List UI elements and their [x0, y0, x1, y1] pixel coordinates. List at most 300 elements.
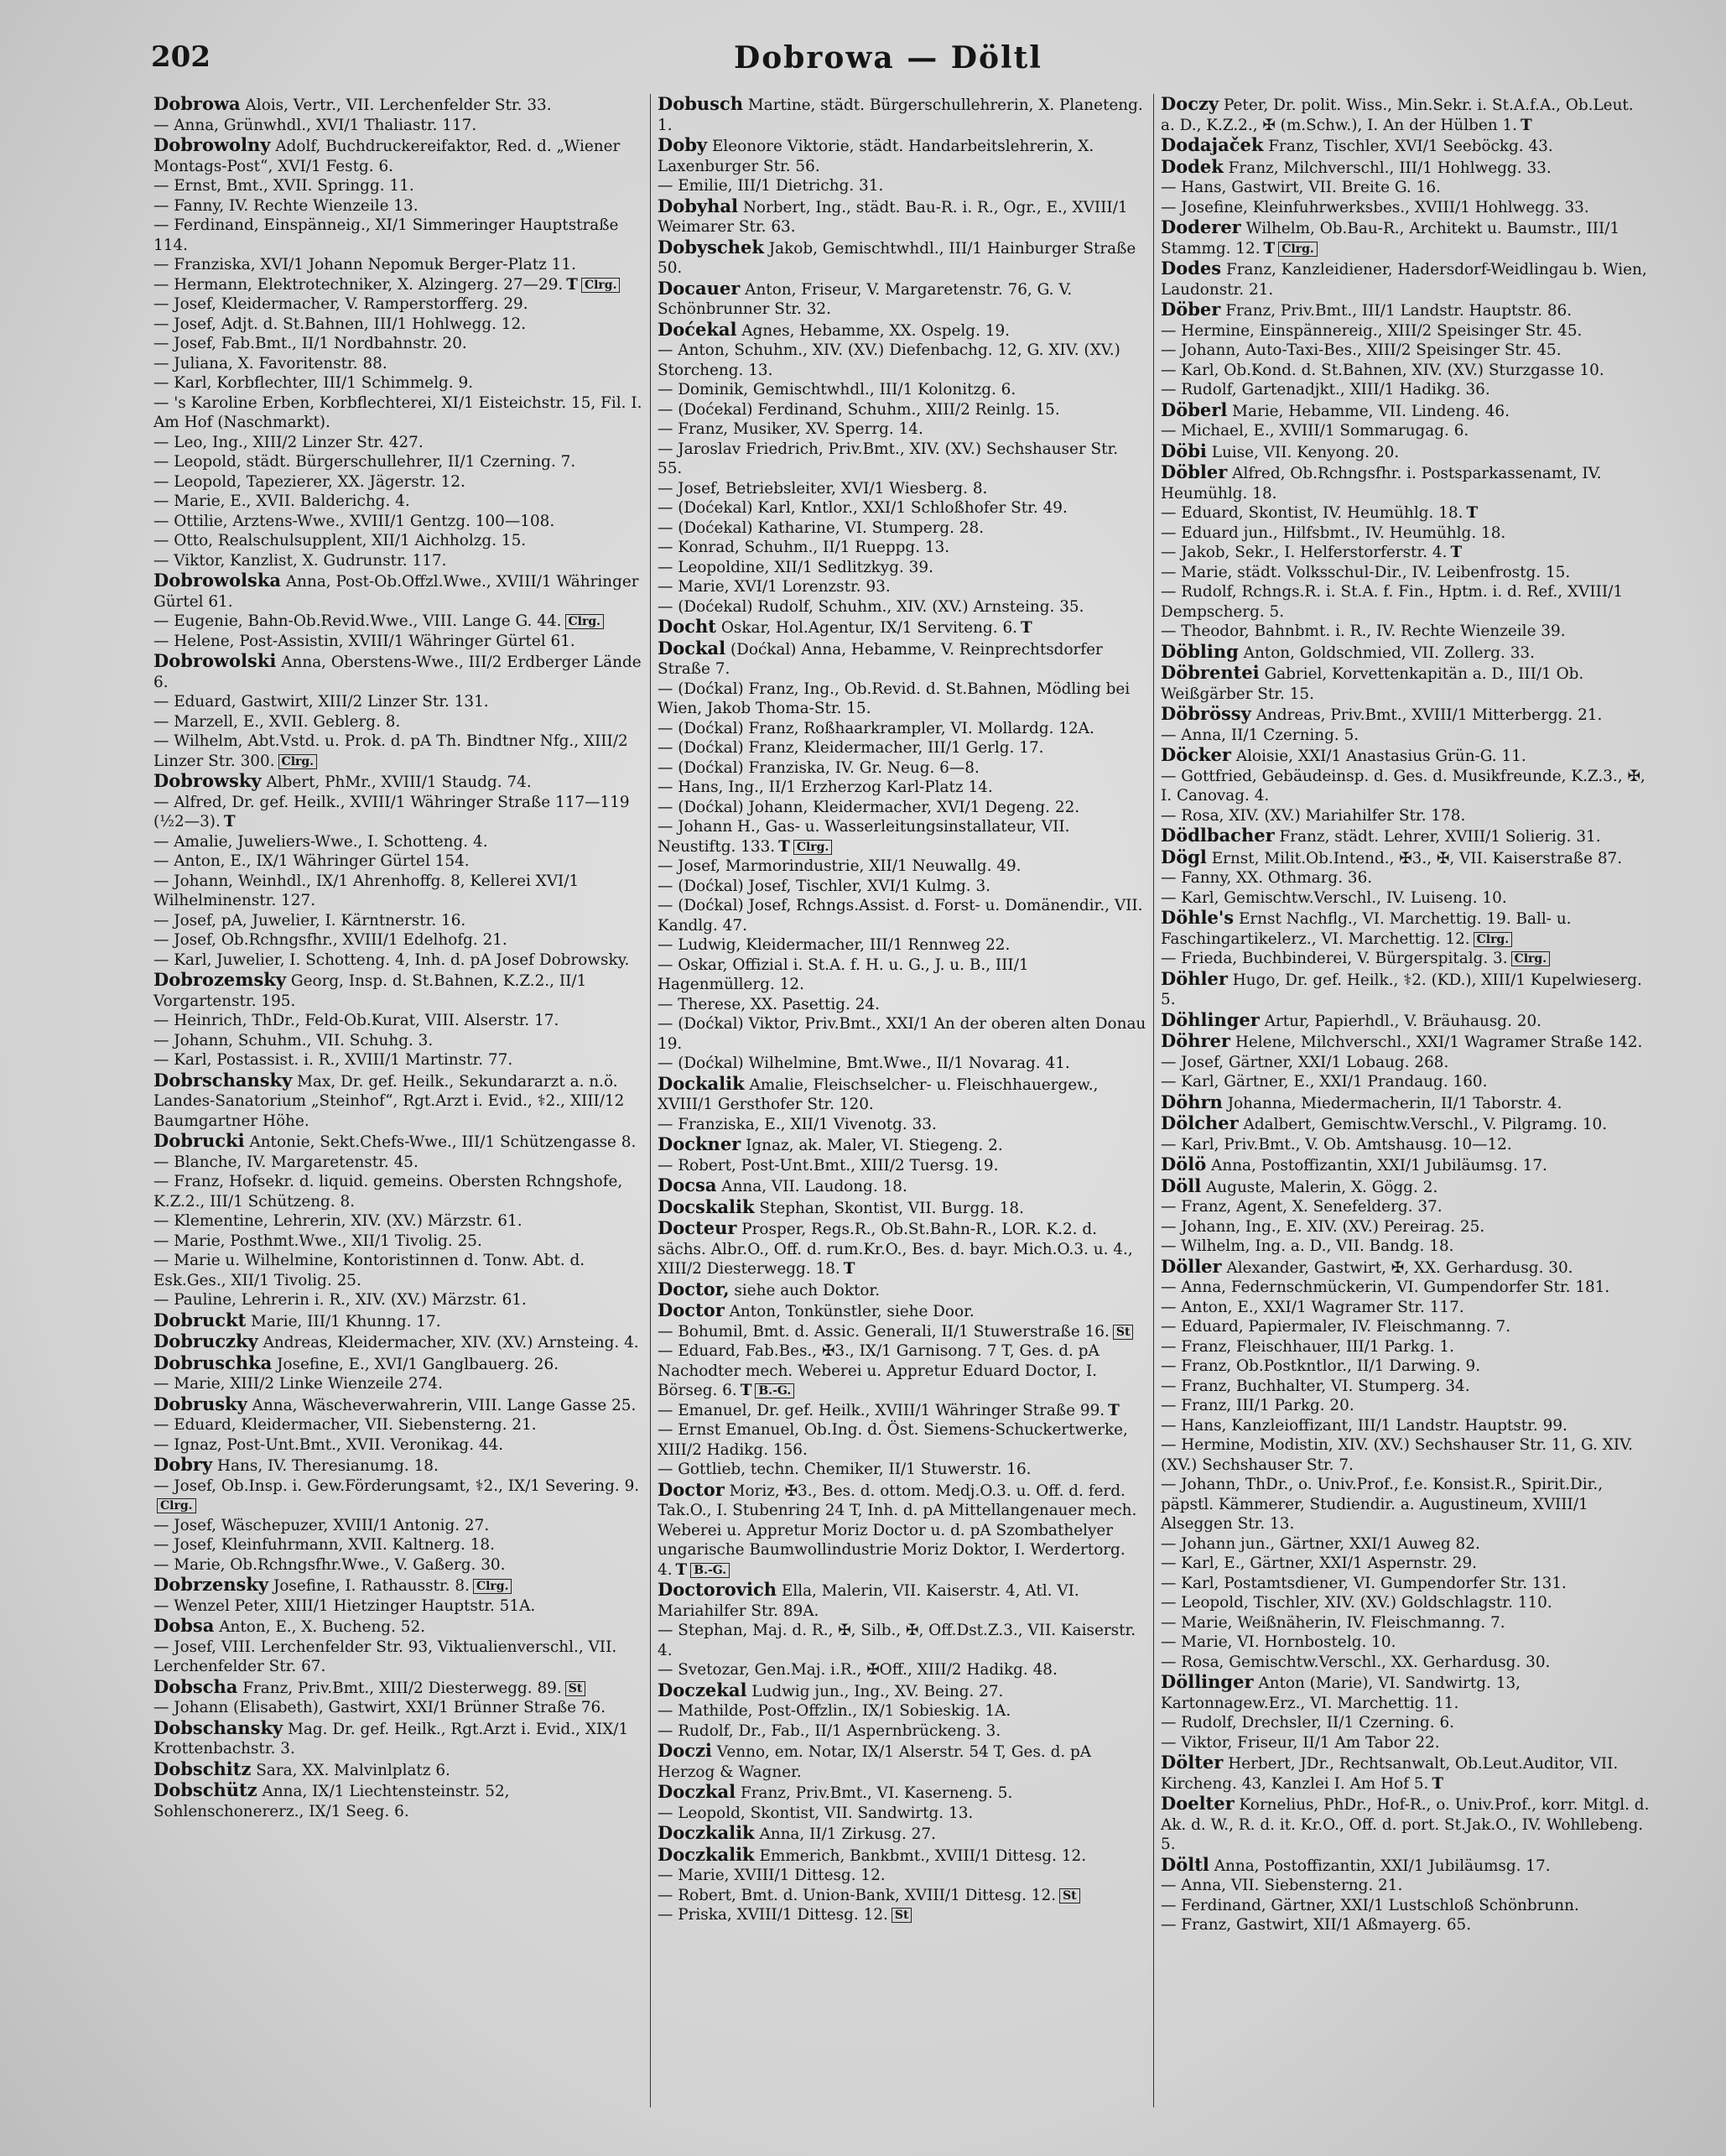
entry-surname: Doctor [658, 1299, 725, 1320]
entry-details: Antonie, Sekt.Chefs-Wwe., III/1 Schützengasse 8. [249, 1133, 637, 1151]
entry-details: Franz, Priv.Bmt., III/1 Landstr. Hauptstr. 86. [1225, 302, 1573, 320]
entry-details: — Priska, XVIII/1 Dittesg. 12. [658, 1906, 888, 1924]
entry-details: — Johann, Ing., E. XIV. (XV.) Pereirag. 25. [1161, 1217, 1485, 1236]
entry-details: — (Doćkal) Josef, Rchngs.Assist. d. Forst- u. Domänendir., VII. Kandlg. 47. [658, 897, 1143, 935]
directory-entry [1161, 1031, 1650, 1053]
entry-details: Anna, Oberstens-Wwe., III/2 Erdberger Lände 6. [153, 654, 642, 691]
entry-details: — Hans, Ing., II/1 Erzherzog Karl-Platz 14. [658, 779, 993, 796]
entry-details: Herbert, JDr., Rechtsanwalt, Ob.Leut.Auditor, VII. Kircheng. 43, Kanzlei I. Am Hof 5. [1161, 1755, 1619, 1793]
directory-entry [658, 135, 1146, 176]
entry-details: — Karl, Postassist. i. R., XVIII/1 Martinstr. 77. [153, 1051, 513, 1069]
directory-entry [153, 315, 643, 335]
directory-entry [658, 995, 1146, 1015]
entry-badge: Clrg. [793, 840, 833, 855]
entry-details: Andreas, Kleidermacher, XIV. (XV.) Arnsteing. 4. [263, 1334, 639, 1351]
directory-entry [1161, 258, 1650, 299]
entry-surname: Doczekal [658, 1679, 747, 1700]
telephone-mark: T [1021, 619, 1032, 637]
directory-entry [153, 1415, 643, 1435]
entry-details: — Hans, Kanzleioffizant, III/1 Landstr. Hauptstr. 99. [1161, 1416, 1567, 1435]
directory-entry [658, 538, 1146, 558]
entry-details: Emmerich, Bankbmt., XVIII/1 Dittesg. 12. [759, 1846, 1087, 1865]
entry-details: — Marie, XVI/1 Lorenzstr. 93. [658, 578, 891, 596]
entry-details: — Eduard, Skontist, IV. Heumühlg. 18. [1161, 504, 1463, 522]
entry-details: Franz, städt. Lehrer, XVIII/1 Solierig. 31. [1279, 828, 1601, 846]
entry-details: Anna, II/1 Zirkusg. 27. [759, 1825, 936, 1843]
entry-details: — Therese, XX. Pasettig. 24. [658, 995, 881, 1013]
directory-entry [153, 275, 643, 295]
entry-details: — Marie, städt. Volksschul-Dir., IV. Leibenfrostg. 15. [1161, 563, 1571, 581]
entry-details: — 's Karoline Erben, Korbflechterei, XI/1 Eisteichstr. 15, Fil. I. Am Hof (Naschmarkt). [153, 393, 642, 431]
entry-surname: Doctorovich [658, 1579, 777, 1600]
entry-details: Ernst, Milit.Ob.Intend., ✠3., ✠, VII. Kaiserstraße 87. [1211, 849, 1623, 867]
directory-entry [658, 479, 1146, 499]
directory-entry [1161, 1197, 1650, 1217]
directory-entry [153, 1718, 643, 1759]
entry-details: — Marie, Weißnäherin, IV. Fleischmanng. 7. [1161, 1613, 1505, 1632]
directory-entry [1161, 1876, 1650, 1896]
entry-surname: Doby [658, 134, 708, 155]
directory-entry [153, 651, 643, 692]
entry-surname: Docskalik [658, 1195, 755, 1217]
directory-entry [1161, 1396, 1650, 1416]
entry-badge: B.-G. [755, 1383, 794, 1398]
directory-entry [153, 632, 643, 652]
directory-entry [1161, 341, 1650, 361]
entry-details: — Eduard, Kleidermacher, VII. Siebensterng. 21. [153, 1416, 537, 1434]
directory-entry [658, 1115, 1146, 1135]
directory-entry [153, 1353, 643, 1375]
telephone-mark: T [223, 813, 236, 831]
entry-details: — Gottlieb, techn. Chemiker, II/1 Stuwerstr. 16. [658, 1461, 1032, 1478]
entry-details: Artur, Papierhdl., V. Bräuhausg. 20. [1264, 1012, 1542, 1030]
entry-details: — Josef, Kleidermacher, V. Ramperstorfferg. 29. [153, 295, 528, 313]
entry-details: — Konrad, Schuhm., II/1 Rueppg. 13. [658, 539, 950, 556]
directory-entry [658, 1300, 1146, 1322]
directory-entry [658, 1680, 1146, 1702]
telephone-mark: T [1466, 504, 1479, 522]
entry-details: — Blanche, IV. Margaretenstr. 45. [153, 1153, 419, 1171]
directory-entry [153, 793, 643, 832]
entry-details: — Gottfried, Gebäudeinsp. d. Ges. d. Musikfreunde, K.Z.3., ✠, I. Canovag. 4. [1161, 767, 1645, 805]
entry-details: — (Doćkal) Viktor, Priv.Bmt., XXI/1 An der oberen alten Donau 19. [658, 1015, 1146, 1053]
directory-entry [153, 950, 643, 971]
directory-entry [1161, 1593, 1650, 1613]
entry-details: — Josef, pA, Juwelier, I. Kärntnerstr. 16. [153, 911, 466, 930]
directory-entry [153, 531, 643, 551]
entry-surname: Döhrn [1161, 1091, 1223, 1112]
entry-surname: Dobry [153, 1454, 213, 1475]
entry-details: Mag. Dr. gef. Heilk., Rgt.Arzt i. Evid., XIX/1 Krottenbachstr. 3. [153, 1720, 629, 1758]
directory-entry [153, 1455, 643, 1476]
entry-details: Hans, IV. Theresianumg. 18. [217, 1457, 439, 1475]
entry-details: — Marzell, E., XVII. Geblerg. 8. [153, 712, 401, 731]
directory-entry [658, 1197, 1146, 1219]
directory-entry [658, 1660, 1146, 1680]
entry-details: — Emilie, III/1 Dietrichg. 31. [658, 177, 884, 195]
entry-details: Venno, em. Notar, IX/1 Alserstr. 54 T, Ges. d. pA Herzog & Wagner. [658, 1743, 1092, 1781]
entry-details: — (Doćkal) Franziska, IV. Gr. Neug. 6—8. [658, 758, 980, 777]
entry-details: — Leo, Ing., XIII/2 Linzer Str. 427. [153, 433, 424, 451]
entry-details: Anton, Friseur, V. Margaretenstr. 76, G. V. Schönbrunner Str. 32. [658, 280, 1073, 318]
directory-entry [1161, 1377, 1650, 1397]
entry-details: — Franz, Hofsekr. d. liquid. gemeins. Obersten Rchngshofe, K.Z.2., III/1 Schützeng. 8. [153, 1173, 623, 1211]
entry-details: — Josef, VIII. Lerchenfelder Str. 93, Viktualienverschl., VII. Lerchenfelder Str. 67. [153, 1638, 617, 1675]
entry-details: — Hans, Gastwirt, VII. Breite G. 16. [1161, 179, 1441, 196]
directory-entry [1161, 1357, 1650, 1377]
directory-entry [658, 94, 1146, 135]
entry-surname: Döll [1161, 1174, 1202, 1196]
entry-details: — Franz, Buchhalter, VI. Stumperg. 34. [1161, 1377, 1470, 1395]
directory-entry [1161, 1416, 1650, 1436]
entry-surname: Dobrowolski [153, 650, 277, 671]
entry-details: — Rudolf, Rchngs.R. i. St.A. f. Fin., Hptm. i. d. Ref., XVIII/1 Dempscherg. 5. [1161, 583, 1624, 621]
directory-entry [153, 1535, 643, 1555]
column-1 [147, 94, 650, 2107]
entry-badge: B.-G. [690, 1563, 730, 1578]
entry-details: Peter, Dr. polit. Wiss., Min.Sekr. i. St.A.f.A., Ob.Leut. a. D., K.Z.2., ✠ (m.Schw.), I. An der Hülben 1. [1161, 96, 1634, 134]
directory-entry [658, 320, 1146, 341]
directory-entry [658, 1460, 1146, 1480]
entry-badge: Clrg. [473, 1579, 512, 1594]
entry-surname: Doelter [1161, 1793, 1235, 1814]
entry-surname: Dölter [1161, 1752, 1224, 1773]
entry-details: — Marie, Posthmt.Wwe., XII/1 Tivolig. 25. [153, 1232, 482, 1250]
directory-entry [153, 373, 643, 393]
entry-surname: Dodajaček [1161, 134, 1264, 155]
entry-surname: Doctor, [658, 1278, 730, 1299]
directory-entry [658, 798, 1146, 818]
directory-entry [153, 1616, 643, 1638]
directory-entry [153, 1435, 643, 1456]
entry-details: — Franz, Fleischhauer, III/1 Parkg. 1. [1161, 1337, 1454, 1356]
entry-details: — Eduard, Gastwirt, XIII/2 Linzer Str. 131. [153, 693, 489, 711]
entry-details: — (Doćkal) Franz, Kleidermacher, III/1 Gerlg. 17. [658, 739, 1044, 757]
page-number: 202 [151, 40, 211, 74]
directory-entry [1161, 1554, 1650, 1574]
entry-surname: Doctor [658, 1478, 725, 1500]
entry-details: — Karl, Priv.Bmt., V. Ob. Amtshausg. 10—12. [1161, 1135, 1512, 1154]
entry-details: Kornelius, PhDr., Hof-R., o. Univ.Prof., korr. Mitgl. d. Ak. d. W., R. d. it. Kr.O., Off. d. port. St.Jak.O., IV. Wohllebeng. 5. [1161, 1796, 1650, 1853]
entry-details: — Rudolf, Gartenadjkt., XIII/1 Hadikg. 36. [1161, 381, 1490, 398]
entry-details: Martine, städt. Bürgerschullehrerin, X. Planeteng. 1. [658, 96, 1143, 134]
directory-entry [658, 1156, 1146, 1176]
entry-details: — Anton, E., XXI/1 Wagramer Str. 117. [1161, 1298, 1464, 1316]
telephone-mark: T [740, 1382, 752, 1399]
telephone-mark: T [1263, 239, 1276, 258]
entry-details: — Franz, Ob.Postkntlor., II/1 Darwing. 9. [1161, 1357, 1481, 1375]
directory-entry [1161, 503, 1650, 523]
entry-details: — Fanny, XX. Othmarg. 36. [1161, 869, 1373, 887]
entry-details: — Franz, III/1 Parkg. 20. [1161, 1397, 1354, 1414]
directory-entry [658, 1905, 1146, 1925]
directory-entry [153, 1596, 643, 1617]
entry-surname: Doderer [1161, 216, 1241, 237]
entry-details: Sara, XX. Malvinlplatz 6. [256, 1761, 450, 1779]
entry-details: Eleonore Viktorie, städt. Handarbeitslehrerin, X. Laxenburger Str. 56. [658, 138, 1094, 175]
entry-details: — Wilhelm, Ing. a. D., VII. Bandg. 18. [1161, 1237, 1454, 1255]
directory-entry [1161, 1794, 1650, 1855]
directory-entry [658, 577, 1146, 597]
entry-details: — Franz, Musiker, XV. Sperrg. 14. [658, 420, 923, 438]
directory-entry [1161, 563, 1650, 583]
entry-surname: Docsa [658, 1174, 717, 1195]
directory-entry [658, 1480, 1146, 1581]
directory-entry [153, 196, 643, 216]
directory-entry [153, 492, 643, 512]
directory-entry [1161, 178, 1650, 198]
directory-entry [658, 1701, 1146, 1721]
entry-badge: Clrg. [278, 754, 318, 769]
entry-surname: Dockal [658, 637, 726, 659]
entry-details: Josefine, I. Rathausstr. 8. [273, 1577, 470, 1595]
directory-entry [153, 872, 643, 911]
entry-details: Moriz, ✠3., Bes. d. ottom. Medj.O.3. u. Off. d. ferd. Tak.O., I. Stubenring 24 T, Inh. d. pA Mittellangenauer mech. Weberei u. Appretur Moriz Doctor u. d. pA Szombathelyer ungarische Baumwollindustrie Moriz Doktor, I. Werdertorg. 4. [658, 1482, 1137, 1579]
directory-entry [153, 1780, 643, 1821]
entry-details: — Josefine, Kleinfuhrwerksbes., XVIII/1 Hohlwegg. 33. [1161, 198, 1589, 216]
entry-details: — Josef, Adjt. d. St.Bahnen, III/1 Hohlwegg. 12. [153, 315, 527, 333]
directory-entry [1161, 1092, 1650, 1114]
entry-surname: Döber [1161, 299, 1221, 320]
entry-surname: Döberl [1161, 398, 1228, 420]
entry-details: — (Doćkal) Wilhelmine, Bmt.Wwe., II/1 Novarag. 41. [658, 1055, 1070, 1072]
entry-details: — Karl, Ob.Kond. d. St.Bahnen, XIV. (XV.) Sturzgasse 10. [1161, 361, 1604, 379]
directory-entry [153, 1374, 643, 1394]
directory-entry [153, 1698, 643, 1718]
entry-surname: Dögl [1161, 846, 1207, 867]
directory-entry [153, 1031, 643, 1051]
entry-details: Max, Dr. gef. Heilk., Sekundararzt a. n.ö. Landes-Sanatorium „Steinhof“, Rgt.Arzt i. Evid., ⚕2., XIII/12 Baumgartner Höhe. [153, 1072, 625, 1130]
directory-entry [1161, 908, 1650, 949]
entry-details: — (Doćekal) Rudolf, Schuhm., XIV. (XV.) Arnsteing. 35. [658, 597, 1084, 616]
entry-details: Agnes, Hebamme, XX. Ospelg. 19. [741, 321, 1011, 340]
entry-surname: Döbi [1161, 440, 1207, 461]
entry-details: — (Doćkal) Franz, Roßhaarkrampler, VI. Mollardg. 12A. [658, 719, 1094, 737]
entry-details: — Ludwig, Kleidermacher, III/1 Rennweg 22. [658, 936, 1011, 954]
entry-details: — Mathilde, Post-Offzlin., IX/1 Sobieskig. 1A. [658, 1702, 1011, 1720]
directory-entry [1161, 1278, 1650, 1298]
entry-details: Georg, Insp. d. St.Bahnen, K.Z.2., II/1 Vorgartenstr. 195. [153, 972, 587, 1010]
directory-entry [658, 857, 1146, 877]
entry-details: — Viktor, Friseur, II/1 Am Tabor 22. [1161, 1733, 1440, 1752]
directory-entry [1161, 1237, 1650, 1257]
directory-entry [1161, 868, 1650, 888]
directory-entry [1161, 1337, 1650, 1357]
entry-surname: Döltl [1161, 1853, 1209, 1875]
directory-entry [658, 778, 1146, 798]
entry-details: — Franziska, XVI/1 Johann Nepomuk Berger-Platz 11. [153, 256, 576, 273]
entry-details: — Rudolf, Dr., Fab., II/1 Aspernbrückeng. 3. [658, 1721, 1001, 1740]
entry-details: — Leopold, Tapezierer, XX. Jägerstr. 12. [153, 472, 465, 491]
telephone-mark: T [675, 1560, 688, 1579]
entry-details: — Alfred, Dr. gef. Heilk., XVIII/1 Währinger Straße 117—119 (½2—3). [153, 793, 630, 831]
entry-details: — (Doćekal) Ferdinand, Schuhm., XIII/2 Reinlg. 15. [658, 400, 1060, 419]
entry-surname: Döllinger [1161, 1671, 1254, 1692]
running-head: Dobrowa — Döltl [734, 40, 1042, 76]
entry-details: — Hermann, Elektrotechniker, X. Alzingerg. 27—29. [153, 275, 564, 294]
entry-details: Franz, Priv.Bmt., VI. Kaserneng. 5. [740, 1784, 1013, 1802]
directory-entry [658, 1420, 1146, 1460]
entry-details: — Amalie, Juweliers-Wwe., I. Schotteng. 4. [153, 832, 488, 851]
directory-entry [1161, 1733, 1650, 1753]
entry-details: — Ottilie, Arztens-Wwe., XVIII/1 Gentzg. 100—108. [153, 512, 555, 530]
entry-details: — Marie, VI. Hornbostelg. 10. [1161, 1633, 1396, 1651]
directory-entry [153, 354, 643, 374]
entry-surname: Dobschitz [153, 1758, 252, 1779]
directory-entry [658, 1580, 1146, 1621]
entry-details: Jakob, Gemischtwhdl., III/1 Hainburger Straße 50. [658, 239, 1136, 277]
entry-details: Alois, Vertr., VII. Lerchenfelder Str. 33. [245, 96, 552, 114]
entry-details: Adalbert, Gemischtw.Verschl., V. Pilgramg. 10. [1243, 1116, 1608, 1133]
entry-details: Marie, III/1 Khunng. 17. [251, 1312, 441, 1331]
directory-entry [1161, 1915, 1650, 1935]
entry-details: — Josef, Fab.Bmt., II/1 Nordbahnstr. 20. [153, 335, 467, 352]
directory-entry [658, 680, 1146, 719]
entry-details: Josefine, E., XVI/1 Ganglbauerg. 26. [277, 1355, 559, 1373]
directory-entry [1161, 198, 1650, 218]
directory-entry [658, 1721, 1146, 1742]
entry-badge: Clrg. [1278, 242, 1318, 257]
directory-entry [658, 1279, 1146, 1301]
directory-entry [153, 472, 643, 492]
entry-badge: St [1059, 1888, 1080, 1903]
directory-entry [153, 334, 643, 354]
entry-surname: Dobusch [658, 94, 744, 114]
directory-entry [1161, 1855, 1650, 1877]
directory-entry [1161, 949, 1650, 969]
entry-details: — Leopold, Skontist, VII. Sandwirtg. 13. [658, 1804, 974, 1822]
directory-entry [1161, 421, 1650, 441]
entry-details: — Dominik, Gemischtwhdl., III/1 Kolonitzg. 6. [658, 381, 1016, 398]
entry-details: — Wilhelm, Abt.Vstd. u. Prok. d. pA Th. Bindtner Nfg., XIII/2 Linzer Str. 300. [153, 732, 628, 770]
entry-details: — Leopoldine, XII/1 Sedlitzkyg. 39. [658, 558, 933, 576]
directory-entry [658, 419, 1146, 440]
directory-entry [1161, 217, 1650, 258]
entry-details: Luise, VII. Kenyong. 20. [1211, 443, 1400, 461]
directory-entry [1161, 361, 1650, 381]
entry-details: Anna, VII. Laudong. 18. [721, 1178, 907, 1195]
directory-entry [658, 935, 1146, 956]
entry-surname: Döcker [1161, 744, 1231, 765]
directory-entry [153, 732, 643, 771]
entry-details: — Leopold, Tischler, XIV. (XV.) Goldschlagstr. 110. [1161, 1594, 1552, 1612]
entry-surname: Döhlinger [1161, 1008, 1260, 1030]
directory-entry [153, 135, 643, 176]
directory-entry [658, 738, 1146, 758]
entry-details: — Johann, Weinhdl., IX/1 Ahrenhoffg. 8, Kellerei XVI/1 Wilhelminenstr. 127. [153, 872, 580, 909]
entry-surname: Dobrowa [153, 94, 241, 114]
directory-entry [658, 440, 1146, 479]
entry-details: Franz, Milchverschl., III/1 Hohlwegg. 33. [1228, 159, 1552, 177]
directory-entry [1161, 299, 1650, 321]
directory-entry [658, 1322, 1146, 1342]
entry-details: Wilhelm, Ob.Bau-R., Architekt u. Baumstr., III/1 Stammg. 12. [1161, 220, 1620, 258]
entry-details: Ernst Nachflg., VI. Marchettig. 19. Ball- u. Faschingartikelerz., VI. Marchettig. 12. [1161, 910, 1572, 948]
entry-details: — Marie, Ob.Rchngsfhr.Wwe., V. Gaßerg. 30. [153, 1555, 506, 1574]
entry-badge: Clrg. [1474, 932, 1513, 947]
entry-details: — Ignaz, Post-Unt.Bmt., XVII. Veronikag. 44. [153, 1435, 504, 1454]
column-2 [650, 94, 1153, 2107]
directory-entry [153, 1394, 643, 1416]
telephone-mark: T [1450, 544, 1463, 561]
entry-details: — Josef, Marmorindustrie, XII/1 Neuwallg. 49. [658, 857, 1022, 875]
entry-surname: Döhler [1161, 967, 1228, 989]
entry-details: Prosper, Regs.R., Ob.St.Bahn-R., LOR. K.2. d. sächs. Albr.O., Off. d. rum.Kr.O., Bes. d. bayr. Mich.O.3. u. 4., XIII/2 Diesterwegg. 18. [658, 1221, 1133, 1278]
directory-entry [1161, 1752, 1650, 1794]
entry-details: — Wenzel Peter, XIII/1 Hietzinger Hauptstr. 51A. [153, 1596, 536, 1615]
directory-entry [153, 1011, 643, 1031]
directory-entry [153, 1555, 643, 1575]
directory-entry [1161, 726, 1650, 746]
directory-entry [153, 851, 643, 872]
directory-entry [1161, 1475, 1650, 1534]
page-header [151, 40, 1625, 91]
directory-entry [153, 433, 643, 453]
entry-surname: Doćekal [658, 318, 737, 340]
directory-entry [658, 1218, 1146, 1279]
directory-entry [153, 930, 643, 950]
directory-entry [658, 1886, 1146, 1906]
directory-entry [1161, 704, 1650, 726]
directory-entry [153, 1232, 643, 1252]
entry-details: Anton, Tonkünstler, siehe Door. [729, 1303, 975, 1320]
entry-badge: St [892, 1908, 912, 1923]
entry-surname: Dobsa [153, 1615, 215, 1636]
entry-details: — Marie u. Wilhelmine, Kontoristinnen d. Tonw. Abt. d. Esk.Ges., XII/1 Tivolig. 25. [153, 1252, 585, 1289]
entry-details: — Karl, Postamtsdiener, VI. Gumpendorfer Str. 131. [1161, 1574, 1567, 1592]
directory-entry [153, 970, 643, 1011]
entry-details: — Frieda, Buchbinderei, V. Bürgerspitalg. 3. [1161, 950, 1508, 967]
directory-entry [658, 956, 1146, 995]
directory-entry [658, 518, 1146, 539]
entry-details: — Ferdinand, Einspänneig., XI/1 Simmeringer Hauptstraße 114. [153, 216, 619, 254]
entry-details: — Karl, Korbflechter, III/1 Schimmelg. 9. [153, 374, 474, 392]
entry-badge: St [1113, 1325, 1134, 1340]
directory-entry [153, 294, 643, 315]
directory-entry [1161, 1154, 1650, 1176]
directory-entry [153, 1677, 643, 1699]
directory-entry [658, 380, 1146, 400]
entry-details: — Rosa, Gemischtw.Verschl., XX. Gerhardusg. 30. [1161, 1653, 1551, 1671]
entry-surname: Dobrusky [153, 1393, 247, 1414]
entry-surname: Döhle's [1161, 907, 1235, 928]
directory-entry [153, 832, 643, 852]
directory-entry [153, 1070, 643, 1132]
directory-entry [1161, 806, 1650, 826]
directory-entry [1161, 441, 1650, 463]
entry-surname: Dodek [1161, 155, 1224, 177]
entry-surname: Dobrowsky [153, 770, 262, 791]
entry-details: — Robert, Bmt. d. Union-Bank, XVIII/1 Dittesg. 12. [658, 1886, 1057, 1904]
directory-entry [1161, 1633, 1650, 1653]
directory-entry [658, 1782, 1146, 1804]
entry-surname: Döbrössy [1161, 703, 1251, 724]
entry-details: — Hermine, Einspännereig., XIII/2 Speisinger Str. 45. [1161, 321, 1583, 340]
directory-entry [658, 1054, 1146, 1074]
directory-entry [1161, 1135, 1650, 1155]
entry-surname: Doczy [1161, 94, 1219, 114]
directory-entry [153, 1290, 643, 1310]
entry-details: — Robert, Post-Unt.Bmt., XIII/2 Tuersg. 19. [658, 1156, 999, 1174]
entry-surname: Docauer [658, 277, 741, 299]
directory-entry [1161, 745, 1650, 767]
entry-surname: Dodes [1161, 258, 1222, 279]
entry-details: — (Doćekal) Katharine, VI. Stumperg. 28. [658, 518, 985, 537]
entry-surname: Dobschansky [153, 1716, 283, 1738]
directory-entry [1161, 1574, 1650, 1594]
entry-details: Anton, Goldschmied, VII. Zollerg. 33. [1243, 643, 1535, 662]
telephone-mark: T [1521, 116, 1532, 134]
